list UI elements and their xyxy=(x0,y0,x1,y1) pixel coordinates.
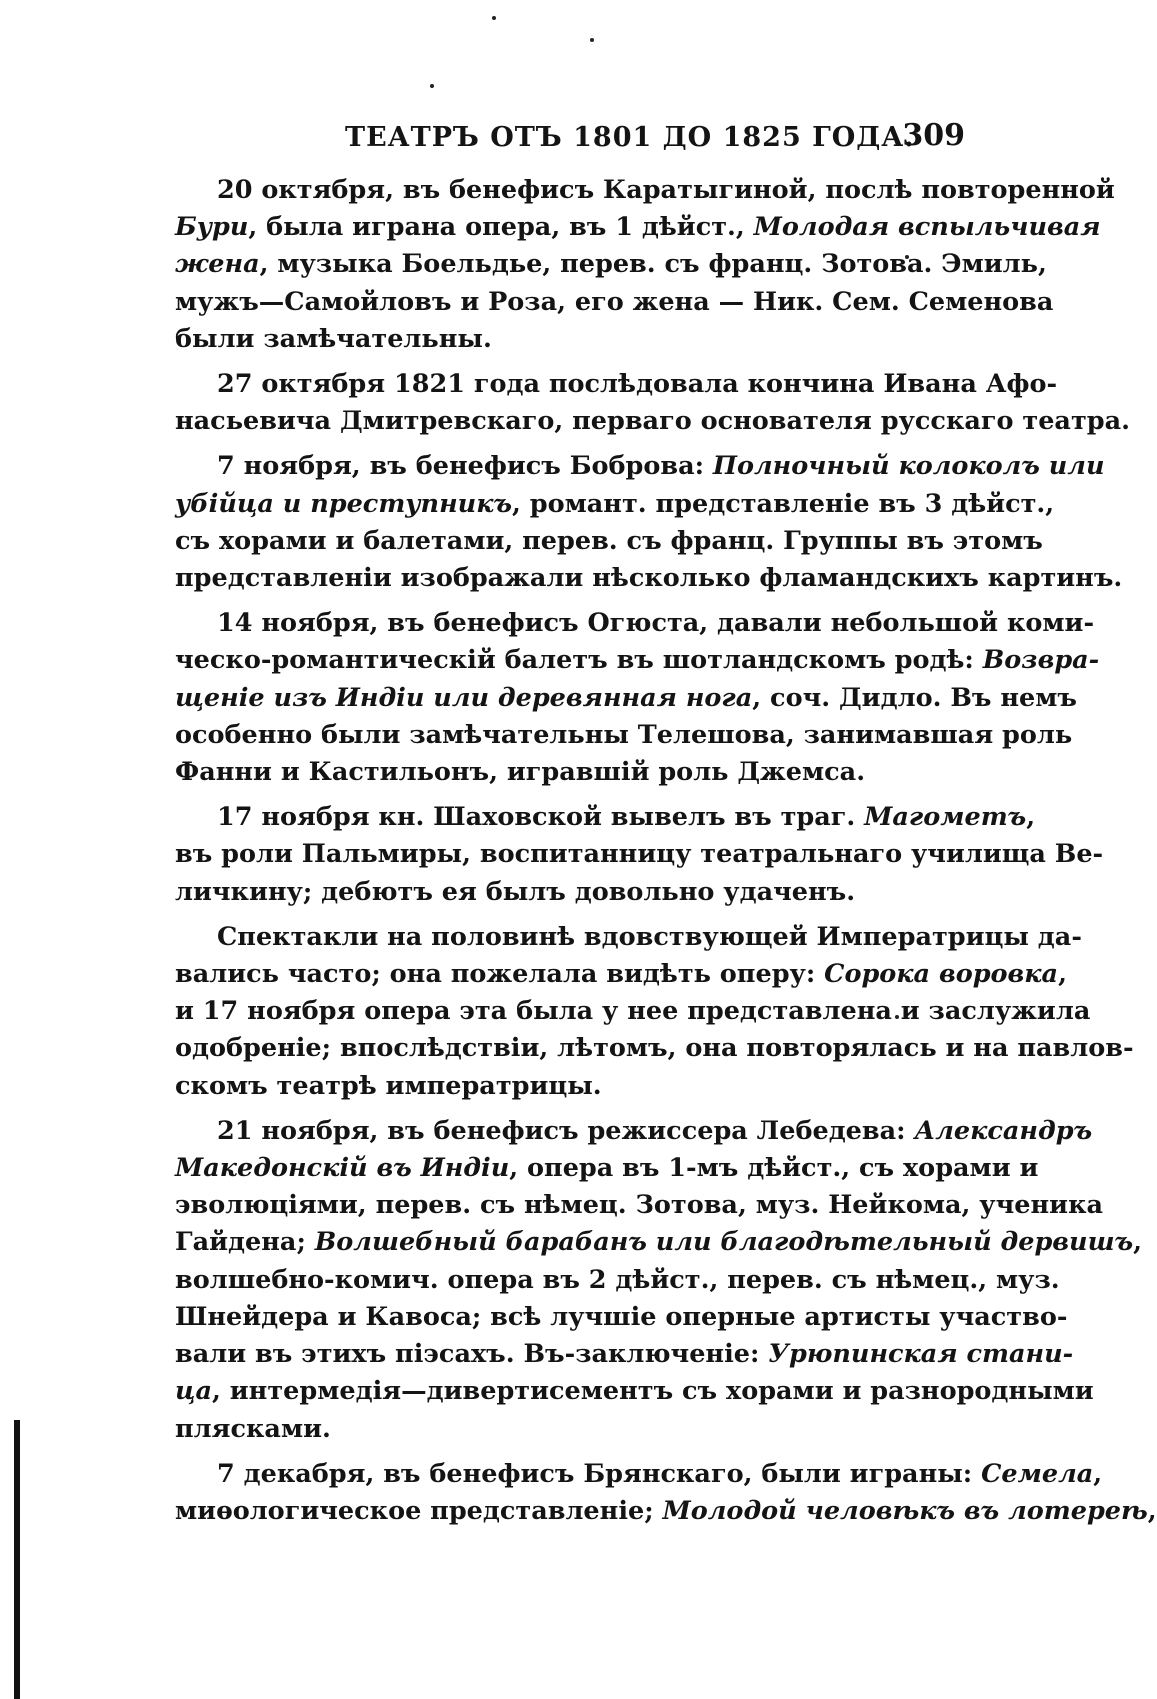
text-line xyxy=(175,642,1100,679)
print-speck xyxy=(590,38,594,42)
text-run: скомъ театрѣ императрицы. xyxy=(175,1070,602,1101)
italic-title: Македонскій въ Индіи xyxy=(175,1153,510,1184)
text-run: , xyxy=(1058,959,1067,990)
text-line xyxy=(175,1456,1103,1493)
text-line xyxy=(175,1299,1068,1336)
italic-title: жена xyxy=(175,249,260,280)
page-edge-shadow xyxy=(14,1420,20,1699)
paragraph xyxy=(175,799,1104,911)
text-line xyxy=(175,321,965,358)
text-line xyxy=(175,919,1082,956)
text-run: , xyxy=(1133,1227,1142,1258)
text-line xyxy=(175,1493,1157,1530)
italic-title: ца xyxy=(175,1376,213,1407)
text-run: 14 ноября, въ бенефисъ Огюста, давали небольшой коми- xyxy=(217,608,1095,639)
text-line xyxy=(175,486,1055,523)
text-line xyxy=(175,1411,965,1448)
print-speck xyxy=(492,16,496,20)
text-run: 27 октября 1821 года послѣдовала кончина Ивана Афо- xyxy=(217,369,1058,400)
print-speck xyxy=(430,84,434,88)
italic-title: Сорока воровка xyxy=(824,959,1059,990)
text-run: , интермедія—дивертисементъ съ хорами и разнородными xyxy=(212,1376,1094,1407)
italic-title: Бури xyxy=(175,212,249,243)
text-line xyxy=(175,284,1054,321)
italic-title: Молодой человѣкъ въ лотереѣ xyxy=(662,1495,1148,1526)
text-run: , xyxy=(1026,802,1036,833)
text-run: мужъ—Самойловъ и Роза, его жена — Ник. Сем. Семенова xyxy=(175,286,1054,317)
text-run: волшебно-комич. опера въ 2 дѣйст., перев. съ нѣмец., муз. xyxy=(175,1264,1060,1295)
italic-title: Магометъ xyxy=(864,802,1027,833)
text-line xyxy=(175,560,1123,597)
text-line xyxy=(175,1373,1094,1410)
text-line xyxy=(175,1068,965,1105)
text-run: , романт. представленіе въ 3 дѣйст., xyxy=(512,488,1055,519)
text-run: одобреніе; впослѣдствіи, лѣтомъ, она повторялась и на павлов- xyxy=(175,1033,1134,1064)
italic-title: Возвра- xyxy=(982,645,1100,676)
text-line xyxy=(175,605,1095,642)
text-run: 7 декабря, въ бенефисъ Брянскаго, были играны: xyxy=(217,1458,982,1489)
text-line xyxy=(175,1150,1039,1187)
text-line xyxy=(175,1030,1134,1067)
text-line xyxy=(175,1187,1104,1224)
text-line xyxy=(175,1262,1060,1299)
text-run: 21 ноября, въ бенефисъ режиссера Лебедева: xyxy=(217,1115,915,1146)
italic-title: щеніе изъ Индіи или деревянная нога xyxy=(175,682,753,713)
text-run: , музыка Боельдье, перев. съ франц. Зотова. Эмиль, xyxy=(259,249,1047,280)
page-header xyxy=(175,118,965,158)
text-run: вали въ этихъ піэсахъ. Въ-заключеніе: xyxy=(175,1339,769,1370)
text-run: миѳологическое представленіе; xyxy=(175,1495,663,1526)
text-run: Фанни и Кастильонъ, игравшій роль Джемса. xyxy=(175,757,866,788)
italic-title: Полночный колоколъ или xyxy=(712,451,1105,482)
paragraph xyxy=(175,1113,1142,1448)
text-line xyxy=(175,1224,1142,1261)
italic-title: убійца и преступникъ xyxy=(175,488,513,519)
text-run: особенно были замѣчательны Телешова, занимавшая роль xyxy=(175,719,1073,750)
text-line xyxy=(175,403,1130,440)
text-line xyxy=(175,448,1105,485)
text-run: 20 октября, въ бенефисъ Каратыгиной, послѣ повторенной xyxy=(217,175,1115,205)
text-line xyxy=(175,874,965,911)
italic-title: Александръ xyxy=(914,1115,1093,1146)
text-line xyxy=(175,956,1067,993)
text-run: съ хорами и балетами, перев. съ франц. Группы въ этомъ xyxy=(175,525,1043,556)
page-number: 309 xyxy=(902,118,965,153)
text-line xyxy=(175,754,965,791)
text-line xyxy=(175,209,1101,246)
text-line xyxy=(175,172,1115,209)
text-run: ческо-романтическій балетъ въ шотландскомъ родѣ: xyxy=(175,645,983,676)
text-line xyxy=(175,523,1043,560)
text-line xyxy=(175,1336,1074,1373)
paragraph xyxy=(175,172,1115,358)
italic-title: Семела xyxy=(981,1458,1094,1489)
text-run: , была играна опера, въ 1 дѣйст., xyxy=(248,212,754,243)
text-run: , xyxy=(1093,1458,1103,1489)
text-line xyxy=(175,680,1077,717)
paragraph xyxy=(175,919,1134,1105)
italic-title: Волшебный барабанъ или благодѣтельный дервишъ xyxy=(314,1227,1134,1258)
text-run: плясками. xyxy=(175,1413,331,1444)
text-line xyxy=(175,836,1104,873)
paragraph xyxy=(175,366,1130,440)
text-run: личкину; дебютъ ея былъ довольно удаченъ. xyxy=(175,876,856,907)
text-run: Шнейдера и Кавоса; всѣ лучшіе оперные артисты участво- xyxy=(175,1301,1068,1332)
text-line xyxy=(175,799,1036,836)
text-line xyxy=(175,246,1047,283)
text-run: Спектакли на половинѣ вдовствующей Императрицы да- xyxy=(217,921,1082,952)
page-body-text xyxy=(175,172,1157,1538)
text-run: были замѣчательны. xyxy=(175,323,492,354)
italic-title: Молодая вспыльчивая xyxy=(753,212,1101,243)
text-run: 7 ноября, въ бенефисъ Боброва: xyxy=(217,451,713,482)
paragraph xyxy=(175,605,1100,791)
text-line xyxy=(175,366,1058,403)
running-title: ТЕАТРЪ ОТЪ 1801 ДО 1825 ГОДА. xyxy=(345,122,915,153)
text-line xyxy=(175,1113,1093,1150)
italic-title: Урюпинская стани- xyxy=(768,1339,1074,1370)
text-run: , xyxy=(1147,1495,1157,1526)
text-run: насьевича Дмитревскаго, перваго основателя русскаго театра. xyxy=(175,406,1130,437)
text-run: , соч. Дидло. Въ немъ xyxy=(752,682,1077,713)
text-line xyxy=(175,717,1073,754)
paragraph xyxy=(175,448,1123,597)
text-run: 17 ноября кн. Шаховской вывелъ въ траг. xyxy=(217,802,865,833)
text-run: вались часто; она пожелала видѣть оперу: xyxy=(175,959,825,990)
text-line xyxy=(175,993,1091,1030)
text-run: и 17 ноября опера эта была у нее представлена и заслужила xyxy=(175,996,1091,1027)
text-run: эволюціями, перев. съ нѣмец. Зотова, муз. Нейкома, ученика xyxy=(175,1190,1104,1221)
text-run: , опера въ 1-мъ дѣйст., съ хорами и xyxy=(509,1153,1039,1184)
text-run: въ роли Пальмиры, воспитанницу театральнаго училища Ве- xyxy=(175,839,1104,870)
text-run: Гайдена; xyxy=(175,1227,315,1258)
text-run: представленіи изображали нѣсколько фламандскихъ картинъ. xyxy=(175,563,1123,594)
paragraph xyxy=(175,1456,1157,1530)
